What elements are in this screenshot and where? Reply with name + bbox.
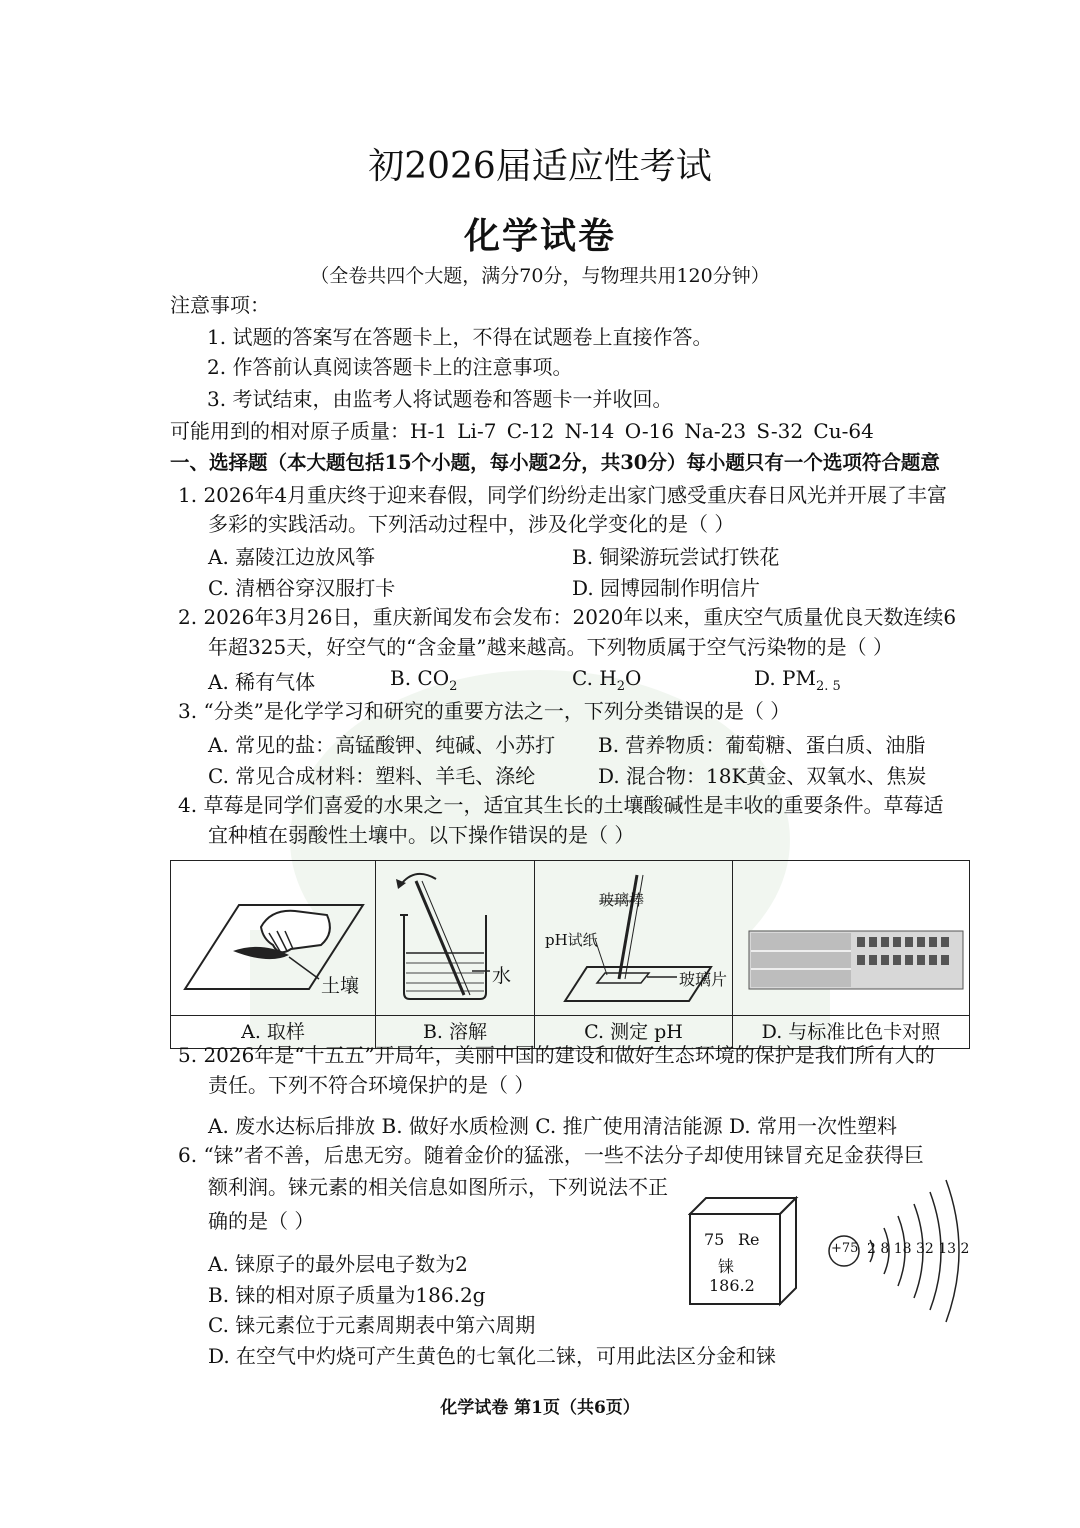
subject-title: 化学试卷: [463, 215, 616, 257]
label-soil: 土壤: [321, 975, 360, 997]
caption-a: A. 取样: [171, 1016, 376, 1049]
q1-option-c: C. 清栖谷穿汉服打卡: [208, 576, 396, 600]
figure-color-chart: [733, 861, 970, 1016]
q5-stem-line-2: 责任。下列不符合环境保护的是（ ）: [208, 1073, 535, 1097]
q2-option-c: C. $H_2O$: [572, 666, 642, 694]
element-atomic-mass: 186.2: [709, 1276, 755, 1295]
q3-option-d: D. 混合物：18K黄金、双氧水、焦炭: [598, 764, 927, 788]
q1-option-a: A. 嘉陵江边放风筝: [208, 545, 376, 569]
q4-figure-table: [170, 860, 970, 1049]
q6-stem-line-1: 6. “铼”者不善，后患无穷。随着金价的猛涨，一些不法分子却使用铼冒充足金获得巨: [178, 1143, 924, 1167]
q2-stem-line-1: 2. 2026年3月26日，重庆新闻发布会发布：2020年以来，重庆空气质量优良天数连续6: [178, 605, 957, 629]
exam-title: 初2026届适应性考试: [368, 146, 712, 187]
q4-stem-line-2: 宜种植在弱酸性土壤中。以下操作错误的是（ ）: [208, 823, 635, 847]
q1-option-d: D. 园博园制作明信片: [572, 576, 761, 600]
label-ph-paper: pH试纸: [545, 931, 598, 949]
q6-option-d: D. 在空气中灼烧可产生黄色的七氧化二铼，可用此法区分金和铼: [208, 1344, 777, 1368]
q4-stem-line-1: 4. 草莓是同学们喜爱的水果之一，适宜其生长的土壤酸碱性是丰收的重要条件。草莓适: [178, 793, 944, 817]
q5-stem-line-1: 5. 2026年是“十五五”开局年，美丽中国的建设和做好生态环境的保护是我们所有人的: [178, 1043, 935, 1067]
q1-option-b: B. 铜梁游玩尝试打铁花: [572, 545, 780, 569]
figure-sampling: [171, 861, 376, 1016]
atomic-masses: 可能用到的相对原子质量：H-1 Li-7 C-12 N-14 O-16 Na-23 S-32 Cu-64: [170, 419, 874, 443]
notice-item-3: 3. 考试结束，由监考人将试题卷和答题卡一并收回。: [207, 387, 673, 411]
caption-b: B. 溶解: [376, 1016, 535, 1049]
q6-option-b: B. 铼的相对原子质量为186.2g: [208, 1283, 486, 1307]
q3-option-b: B. 营养物质：葡萄糖、蛋白质、油脂: [598, 733, 926, 757]
label-water: 水: [492, 965, 512, 987]
nucleus-charge: +75: [831, 1241, 859, 1256]
exam-subtitle: （全卷共四个大题，满分70分，与物理共用120分钟）: [310, 265, 770, 287]
caption-c: C. 测定 pH: [535, 1016, 733, 1049]
q6-option-a: A. 铼原子的最外层电子数为2: [208, 1252, 468, 1276]
electron-shells: 2 8 18 32 13 2: [867, 1241, 970, 1257]
notice-item-1: 1. 试题的答案写在答题卡上，不得在试题卷上直接作答。: [207, 325, 713, 349]
q2-option-b: B. $CO_2$: [390, 666, 458, 694]
dissolving-illustration: [376, 861, 534, 1011]
q6-stem-line-2: 额利润。铼元素的相关信息如图所示，下列说法不正: [208, 1175, 668, 1199]
page-footer: 化学试卷 第1页（共6页）: [440, 1398, 640, 1418]
q3-stem: 3. “分类”是化学学习和研究的重要方法之一，下列分类错误的是（ ）: [178, 699, 791, 723]
notice-heading: 注意事项：: [170, 293, 270, 317]
q2-option-a: A. 稀有气体: [208, 670, 316, 694]
q3-option-c: C. 常见合成材料：塑料、羊毛、涤纶: [208, 764, 536, 788]
q6-stem-line-3: 确的是（ ）: [208, 1209, 315, 1233]
q1-stem-line-2: 多彩的实践活动。下列活动过程中，涉及化学变化的是（ ）: [208, 512, 735, 536]
q2-option-d: D. $PM_{2. 5}$: [754, 666, 841, 694]
label-glass-rod: 玻璃棒: [599, 891, 645, 909]
q3-option-a: A. 常见的盐：高锰酸钾、纯碱、小苏打: [208, 733, 556, 757]
element-name: 铼: [718, 1257, 735, 1276]
q2-stem-line-2: 年超325天，好空气的“含金量”越来越高。下列物质属于空气污染物的是（ ）: [208, 635, 893, 659]
color-chart-illustration: [733, 861, 969, 1011]
figure-ph-test: [535, 861, 733, 1016]
element-atomic-number: 75: [704, 1230, 725, 1249]
notice-item-2: 2. 作答前认真阅读答题卡上的注意事项。: [207, 355, 573, 379]
q5-options: A. 废水达标后排放 B. 做好水质检测 C. 推广使用清洁能源 D. 常用一次性塑料: [208, 1114, 897, 1138]
q1-stem-line-1: 1. 2026年4月重庆终于迎来春假，同学们纷纷走出家门感受重庆春日风光并开展了丰富: [178, 483, 948, 507]
figure-dissolving: [376, 861, 535, 1016]
label-glass-slide: 玻璃片: [679, 970, 728, 989]
section-1-heading: 一、选择题（本大题包括15个小题，每小题2分，共30分）每小题只有一个选项符合题意: [170, 451, 940, 474]
q6-option-c: C. 铼元素位于元素周期表中第六周期: [208, 1313, 536, 1337]
caption-d: D. 与标准比色卡对照: [733, 1016, 970, 1049]
element-symbol: Re: [738, 1230, 760, 1249]
